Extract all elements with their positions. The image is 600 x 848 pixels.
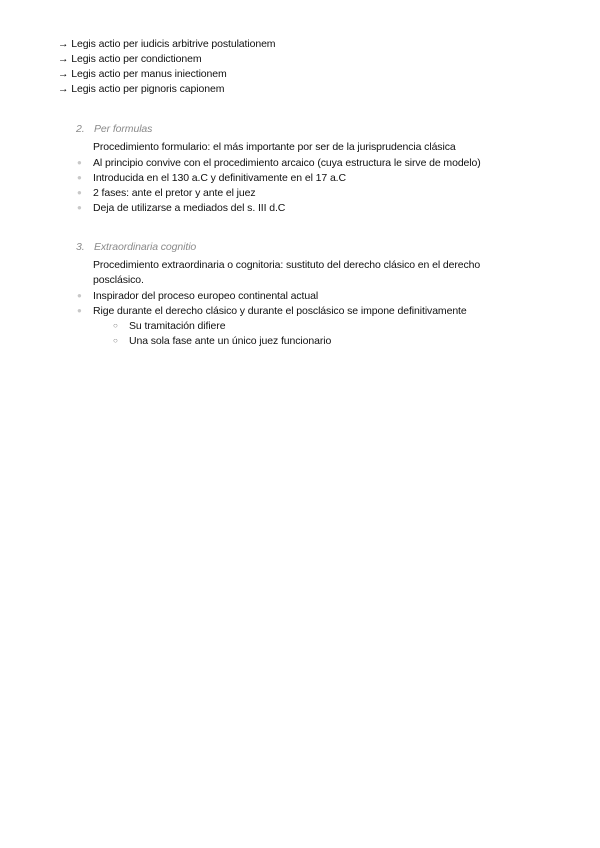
list-item: [77, 170, 346, 186]
section-heading: [76, 122, 152, 137]
list-item-text: Deja de utilizarse a mediados del s. III d.C: [93, 202, 286, 214]
arrow-item: → Legis actio per manus iniectionem: [58, 68, 227, 80]
section-title: Per formulas: [94, 123, 153, 135]
bullet-icon: ●: [77, 158, 82, 167]
bullet-icon: ●: [77, 291, 82, 300]
list-item: [77, 155, 481, 171]
sub-list-item-text: Una sola fase ante un único juez funcionario: [129, 335, 332, 347]
arrow-item: → Legis actio per iudicis arbitrive postulationem: [58, 38, 276, 50]
list-item-text: 2 fases: ante el pretor y ante el juez: [93, 187, 256, 199]
sub-list-item: [113, 333, 331, 349]
bullet-icon: ●: [77, 173, 82, 182]
list-item: [77, 288, 318, 304]
section-title: Extraordinaria cognitio: [94, 241, 197, 253]
arrow-item: → Legis actio per pignoris capionem: [58, 83, 225, 95]
sub-list-item-text: Su tramitación difiere: [129, 320, 226, 332]
section-intro: Procedimiento formulario: el más importante por ser de la jurisprudencia clásica: [93, 141, 456, 153]
sub-list-item: [113, 318, 225, 334]
section-number: 3.: [76, 241, 85, 253]
section-number: 2.: [76, 123, 85, 135]
section-heading: [76, 240, 196, 255]
list-item-text: Rige durante el derecho clásico y durante el posclásico se impone definitivamente: [93, 305, 467, 317]
list-item-text: Introducida en el 130 a.C y definitivamente en el 17 a.C: [93, 172, 346, 184]
section-intro: posclásico.: [93, 274, 144, 286]
list-item: [77, 200, 285, 216]
bullet-icon: ●: [77, 203, 82, 212]
list-item-text: Al principio convive con el procedimiento arcaico (cuya estructura le sirve de modelo): [93, 157, 481, 169]
list-item-text: Inspirador del proceso europeo continental actual: [93, 290, 319, 302]
section-intro: Procedimiento extraordinaria o cognitoria: sustituto del derecho clásico en el derecho: [93, 259, 481, 271]
arrow-item: → Legis actio per condictionem: [58, 53, 202, 65]
circle-bullet-icon: ○: [113, 321, 118, 330]
circle-bullet-icon: ○: [113, 336, 118, 345]
list-item: [77, 303, 467, 319]
bullet-icon: ●: [77, 188, 82, 197]
list-item: [77, 185, 256, 201]
bullet-icon: ●: [77, 306, 82, 315]
